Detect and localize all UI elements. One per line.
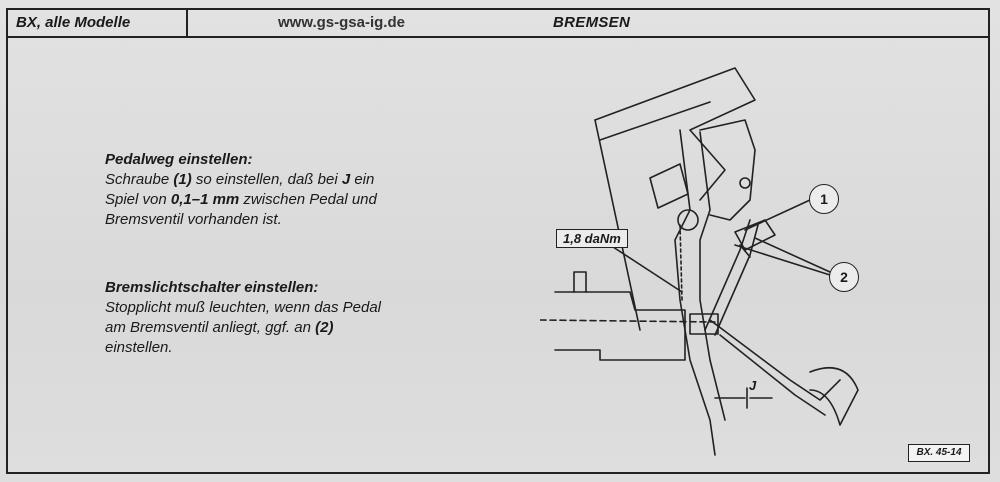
header-url: www.gs-gsa-ig.de [278, 14, 405, 31]
text-run: zwischen Pedal und [239, 191, 377, 208]
brake-light-line-1: Stopplicht muß leuchten, wenn das Pedal [105, 299, 381, 316]
figure-reference: BX. 45-14 [908, 444, 970, 462]
linkage-rod [705, 220, 750, 330]
header-section-title: BREMSEN [553, 14, 631, 31]
text-run: so einstellen, daß bei [191, 171, 342, 188]
pedal-lever-2 [720, 335, 825, 415]
pedal-pad [810, 368, 858, 425]
text-run: Spiel von [105, 191, 171, 208]
ref-screw-1: (1) [173, 171, 192, 188]
header-divider [186, 10, 188, 36]
brake-light-line-3: einstellen. [105, 339, 173, 356]
pedal-travel-line-3: Bremsventil vorhanden ist. [105, 211, 282, 228]
ref-gap-j: J [341, 171, 351, 188]
leader-torque [610, 245, 682, 292]
pivot-bolt [740, 178, 750, 188]
brake-light-line-2 [105, 318, 465, 338]
clearance-value: 0,1–1 mm [170, 191, 240, 208]
callout-1: 1 [809, 184, 839, 214]
return-spring [680, 225, 682, 300]
brake-valve-nipple [574, 272, 586, 292]
push-rod [540, 320, 715, 322]
brake-valve-body [555, 292, 685, 360]
pedal-housing [700, 120, 755, 220]
text-run: Schraube [105, 171, 174, 188]
leader-1 [745, 200, 810, 230]
header-model: BX, alle Modelle [16, 14, 131, 31]
text-run: am Bremsventil anliegt, ggf. an [105, 319, 316, 336]
torque-spec-label: 1,8 daNm [556, 229, 628, 248]
brake-pedal-diagram [540, 60, 980, 460]
brake-light-switch-instructions [105, 278, 465, 358]
brake-light-heading: Bremslichtschalter einstellen: [105, 279, 319, 296]
pedal-travel-line-1 [105, 170, 465, 190]
ref-switch-2: (2) [315, 319, 334, 336]
pedal-travel-heading: Pedalweg einstellen: [105, 151, 253, 168]
callout-2: 2 [829, 262, 859, 292]
support-rail [595, 120, 640, 330]
leader-2a [735, 245, 830, 275]
stop-block [650, 164, 688, 208]
page-header [8, 10, 988, 38]
linkage-rod-2 [715, 225, 758, 335]
pedal-travel-line-2 [105, 190, 465, 210]
pedal-travel-instructions [105, 150, 465, 230]
gap-j-label: J [749, 378, 757, 393]
text-run: ein [350, 171, 375, 188]
pedal-lever [710, 320, 840, 400]
